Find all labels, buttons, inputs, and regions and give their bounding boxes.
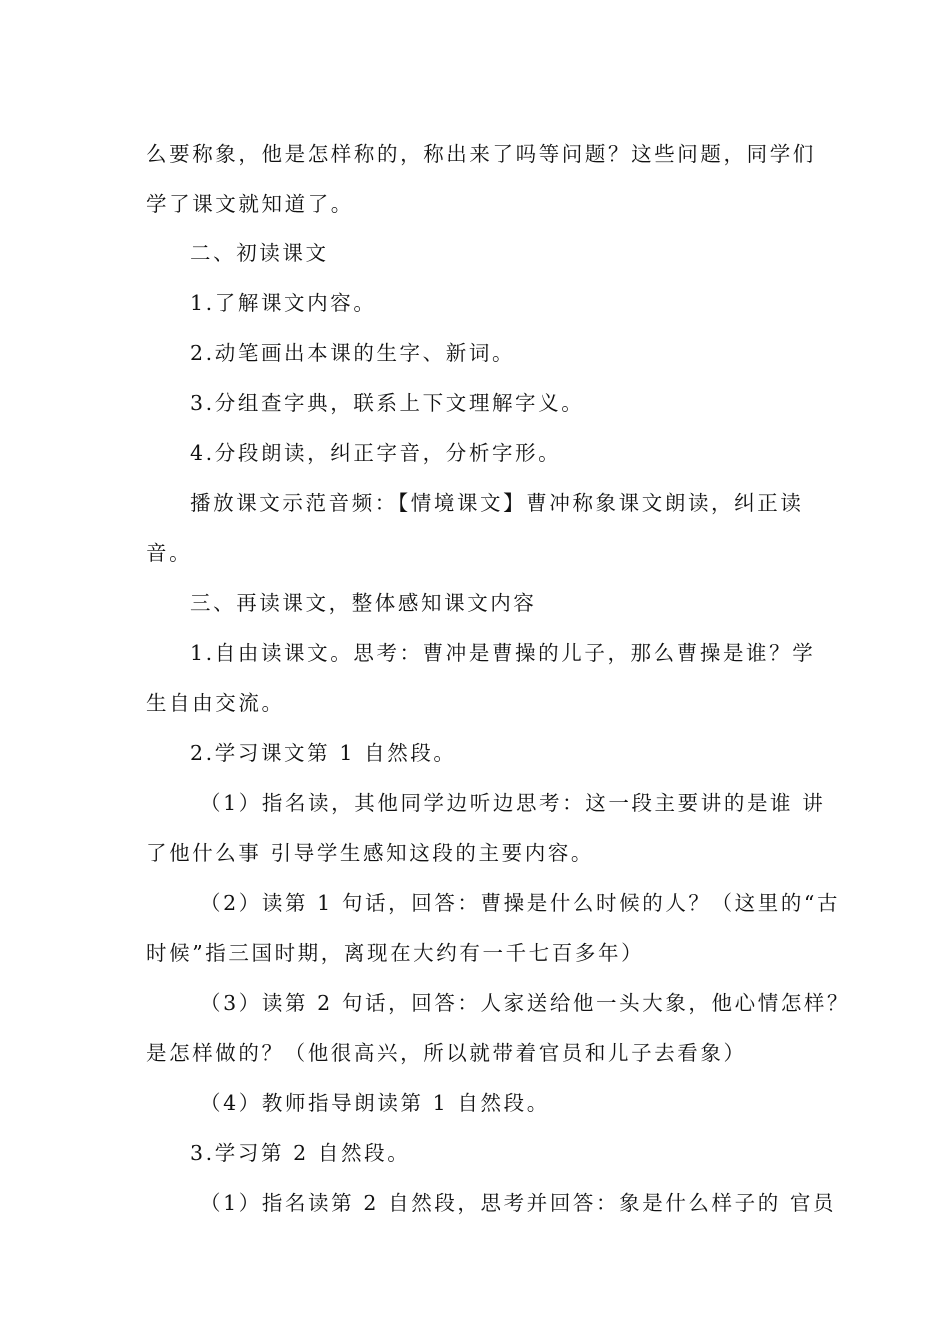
paragraph-line: 么要称象，他是怎样称的，称出来了吗等问题？这些问题，同学们 [146, 142, 816, 166]
paragraph-line: 时候”指三国时期，离现在大约有一千七百多年） [146, 941, 645, 965]
paragraph-line: 音。 [146, 541, 193, 565]
paragraph-line: 学了课文就知道了。 [146, 192, 354, 216]
sub-item: （3）读第 2 句话，回答：人家送给他一头大象，他心情怎样？ [200, 991, 851, 1015]
paragraph-line: 了他什么事 引导学生感知这段的主要内容。 [146, 841, 595, 865]
list-item: 1.了解课文内容。 [190, 291, 377, 315]
paragraph-line: 生自由交流。 [146, 691, 285, 715]
paragraph-line: 是怎样做的？（他很高兴，所以就带着官员和儿子去看象） [146, 1041, 747, 1065]
list-item: 2.学习课文第 1 自然段。 [190, 741, 457, 765]
list-item: 3.学习第 2 自然段。 [190, 1141, 411, 1165]
sub-item: （1）指名读第 2 自然段，思考并回答：象是什么样子的 官员 [200, 1191, 837, 1215]
list-item: 4.分段朗读，纠正字音，分析字形。 [190, 441, 562, 465]
list-item: 2.动笔画出本课的生字、新词。 [190, 341, 516, 365]
section-heading: 二、初读课文 [190, 241, 329, 265]
sub-item: （4）教师指导朗读第 1 自然段。 [200, 1091, 550, 1115]
sub-item: （1）指名读，其他同学边听边思考：这一段主要讲的是谁 讲 [200, 791, 826, 815]
section-heading: 三、再读课文，整体感知课文内容 [190, 591, 537, 615]
list-item: 1.自由读课文。思考：曹冲是曹操的儿子，那么曹操是谁？学 [190, 641, 816, 665]
sub-item: （2）读第 1 句话，回答：曹操是什么时候的人？（这里的“古 [200, 891, 841, 915]
paragraph-line: 播放课文示范音频：【情境课文】曹冲称象课文朗读，纠正读 [190, 491, 804, 515]
list-item: 3.分组查字典，联系上下文理解字义。 [190, 391, 585, 415]
